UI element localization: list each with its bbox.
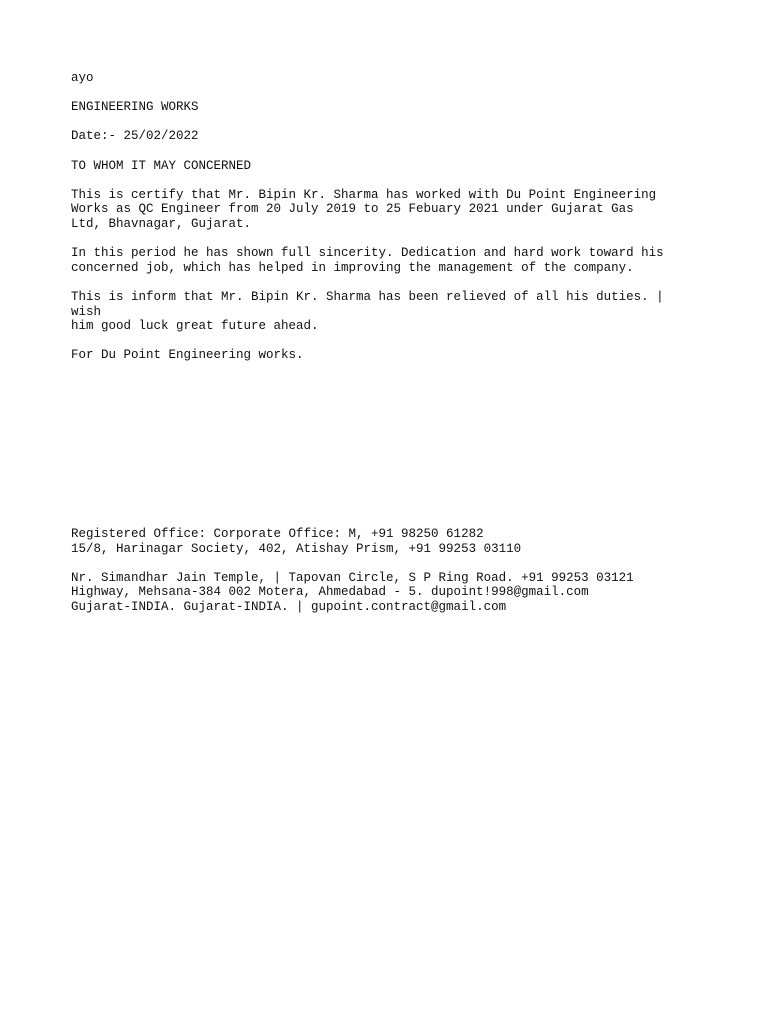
paragraph-experience [71,188,711,232]
letter-date: Date:- 25/02/2022 [71,129,199,144]
paragraph-line: concerned job, which has helped in improving the management of the company. [71,260,634,275]
salutation: TO WHOM IT MAY CONCERNED [71,158,252,173]
footer-address-block [71,571,711,615]
spacer [71,86,711,101]
footer-line: Nr. Simandhar Jain Temple, | Tapovan Circle, S P Ring Road. +91 99253 03121 [71,570,634,585]
footer-office-block [71,527,711,556]
spacer [71,232,711,247]
footer-line: 15/8, Harinagar Society, 402, Atishay Prism, +91 99253 03110 [71,541,522,556]
paragraph-line: Ltd, Bhavnagar, Gujarat. [71,216,252,231]
spacer [71,334,711,349]
paragraph-conduct [71,246,711,275]
letterhead-footer [71,527,711,615]
spacer [71,556,711,571]
spacer [71,144,711,159]
letter-body [71,71,711,363]
top-text: ayo [71,71,94,85]
paragraph-line: Works as QC Engineer from 20 July 2019 to 25 Febuary 2021 under Gujarat Gas [71,202,634,217]
footer-line: Gujarat-INDIA. Gujarat-INDIA. | gupoint.contract@gmail.com [71,599,507,614]
signoff: For Du Point Engineering works. [71,348,304,363]
company-name: ENGINEERING WORKS [71,100,199,115]
paragraph-line: This is inform that Mr. Bipin Kr. Sharma has been relieved of all his duties. | [71,289,664,304]
paragraph-line: In this period he has shown full sincerity. Dedication and hard work toward his [71,246,664,261]
paragraph-relieving [71,290,711,334]
footer-line: Registered Office: Corporate Office: M, +91 98250 61282 [71,527,484,541]
paragraph-line: him good luck great future ahead. [71,319,319,334]
spacer [71,173,711,188]
spacer [71,115,711,130]
paragraph-line: wish [71,304,102,319]
paragraph-line: This is certify that Mr. Bipin Kr. Sharma has worked with Du Point Engineering [71,187,657,202]
footer-line: Highway, Mehsana-384 002 Motera, Ahmedabad - 5. dupoint!998@gmail.com [71,585,589,600]
spacer [71,275,711,290]
